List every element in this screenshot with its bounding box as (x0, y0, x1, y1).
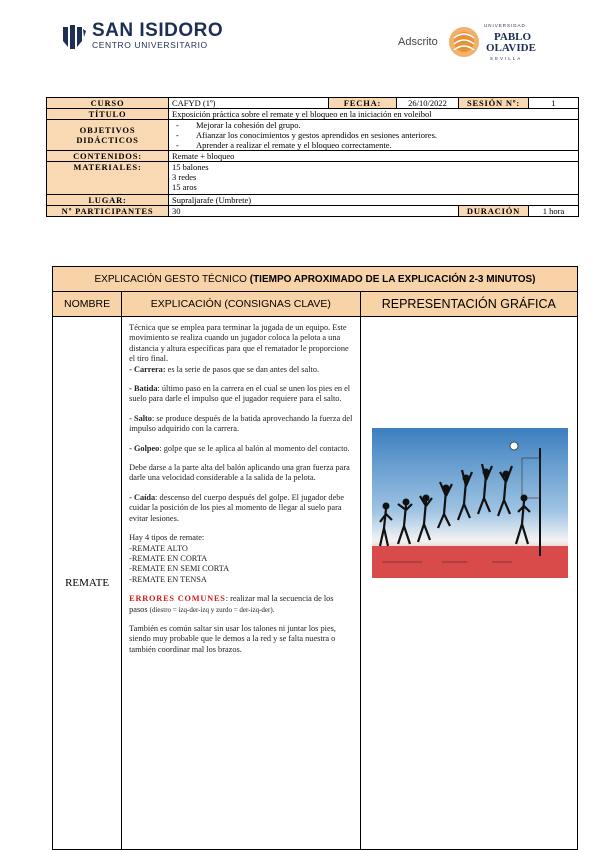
curso-value: CAFYD (1º) (169, 98, 329, 109)
material-item: 15 balones (172, 162, 209, 172)
page-header (0, 0, 600, 80)
logo-right-top: UNIVERSIDAD (484, 23, 526, 28)
sesion-value: 1 (529, 98, 579, 109)
ball-icon (510, 442, 518, 450)
intro-text: Técnica que se emplea para terminar la jugada de un equipo. Este movimiento se realiza cuando un jugador coloca la pelota a una distancia y altura específicas para que el rematador le proporcione el tiro final. - Carrera: es la serie de pasos que se dan antes del salto. (129, 323, 349, 374)
materiales-label: MATERIALES: (47, 162, 169, 195)
adscrito-label: Adscrito (398, 36, 438, 48)
objetivo-item: - Mejorar la cohesión del grupo. (196, 120, 575, 130)
san-isidoro-logo (60, 22, 223, 51)
contenidos-value: Remate + bloqueo (169, 151, 579, 162)
col-nombre-header: NOMBRE (53, 292, 122, 317)
logo-right-bottom: SEVILLA (490, 56, 523, 61)
logo-left-main: SAN ISIDORO (92, 20, 224, 41)
san-isidoro-emblem-icon (60, 23, 88, 51)
fecha-label: FECHA: (329, 98, 397, 109)
contenidos-label: CONTENIDOS: (47, 151, 169, 162)
titulo-value: Exposición práctica sobre el remate y el bloqueo en la iniciación en voleibol (169, 109, 579, 120)
objetivos-value (169, 120, 579, 151)
fecha-value: 26/10/2022 (397, 98, 459, 109)
tipos-list: Hay 4 tipos de remate: -REMATE ALTO -REMATE EN CORTA -REMATE EN SEMI CORTA -REMATE EN TENSA (129, 533, 230, 584)
objetivo-item: - Aprender a realizar el remate y el bloqueo correctamente. (196, 140, 575, 150)
spike-sequence-illustration (372, 428, 568, 578)
titulo-label: TÍTULO (47, 109, 169, 120)
technique-table-title (53, 267, 578, 292)
technique-name: REMATE (53, 317, 122, 850)
logo-right-line2: OLAVIDE (486, 42, 536, 54)
caida-text: - Caída: descenso del cuerpo después del golpe. El jugador debe cuidar la posición de los pies al momento de llegar al suelo para evitar lesiones. (129, 492, 345, 523)
objetivos-label (47, 120, 169, 151)
technique-explanation (122, 317, 360, 850)
col-representacion-header: REPRESENTACIÓN GRÁFICA (360, 292, 577, 317)
participantes-value: 30 (169, 206, 459, 217)
title-normal: EXPLICACIÓN GESTO TÉCNICO (94, 273, 250, 285)
pablo-olavide-logo (446, 20, 544, 62)
curso-label: CURSO (47, 98, 169, 109)
col-explicacion-header: EXPLICACIÓN (CONSIGNAS CLAVE) (122, 292, 360, 317)
material-item: 3 redes (172, 172, 197, 182)
lugar-value: Supraljarafe (Umbrete) (169, 195, 579, 206)
material-item: 15 aros (172, 182, 197, 192)
batida-text: - Batida: último paso en la carrera en el cual se unen los pies en el suelo para darle el impulso que el jugador requiere para el salto. (129, 384, 351, 404)
objetivo-item: - Afianzar los conocimientos y gestos aprendidos en sesiones anteriores. (196, 130, 575, 140)
logo-left-sub: CENTRO UNIVERSITARIO (92, 40, 208, 50)
title-bold: (TIEMPO APROXIMADO DE LA EXPLICACIÓN 2-3 MINUTOS) (249, 273, 536, 285)
sesion-label: SESIÓN Nº: (459, 98, 529, 109)
materiales-value (169, 162, 579, 195)
lugar-label: LUGAR: (47, 195, 169, 206)
objetivos-label-line2: DIDÁCTICOS (76, 135, 139, 145)
objetivos-label-line1: OBJETIVOS (79, 125, 136, 135)
golpeo-text: - Golpeo: golpe que se le aplica al balón al momento del contacto. (129, 443, 350, 453)
graphic-representation-cell (360, 317, 577, 850)
sun-emblem-icon (449, 27, 479, 57)
session-info-table (46, 97, 579, 217)
participantes-label: Nº PARTICIPANTES (47, 206, 169, 217)
salto-text: - Salto: se produce después de la batida aprovechando la fuerza del impulso adquirido con la carrera. (129, 413, 353, 434)
errores-text: ERRORES COMUNES: realizar mal la secuencia de los pasos (diestro = izq-der-izq y zurdo = der-izq-der). (129, 594, 334, 614)
parte-alta-text: Debe darse a la parte alta del balón aplicando una gran fuerza para darle una velocidad considerable a la salida de la pelota. (129, 463, 350, 483)
duracion-label: DURACIÓN (459, 206, 529, 217)
final-text: También es común saltar sin usar los talones ni juntar los pies, siendo muy probable que le demos a la red y se falta nuestra o también coordinar mal los brazos. (129, 623, 336, 654)
duracion-value: 1 hora (529, 206, 579, 217)
logo-right-line1: PABLO (494, 31, 532, 43)
